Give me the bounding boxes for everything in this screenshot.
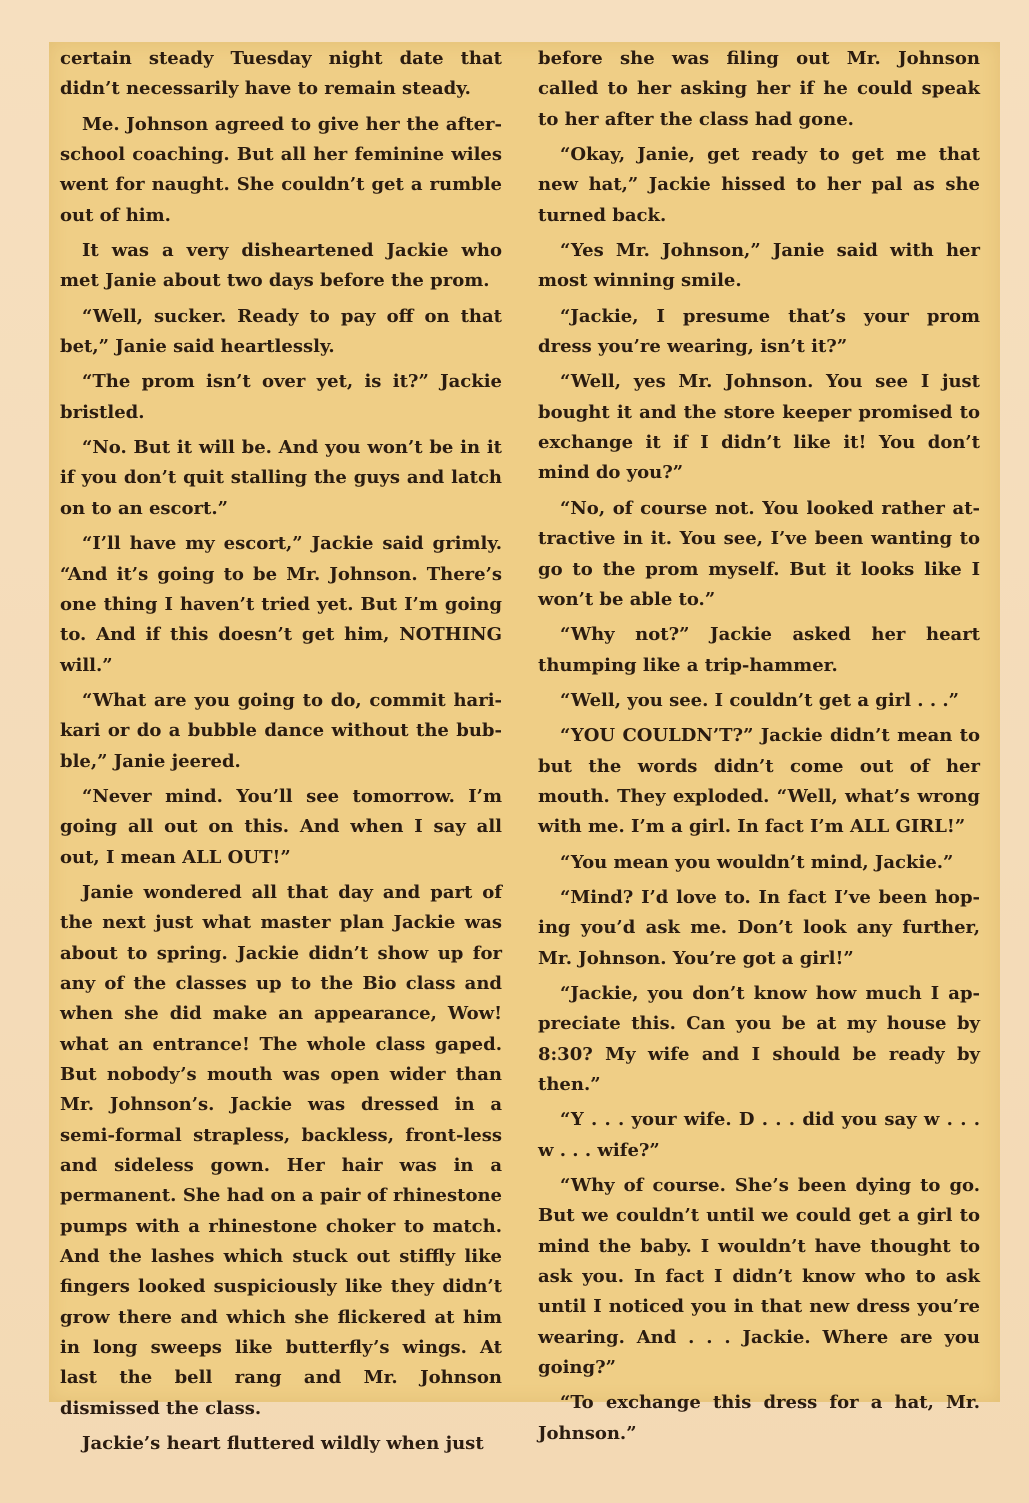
paragraph: “No. But it will be. And you won’t be in it if you don’t quit stalling the guys and latch on to an escort.” [60, 437, 502, 519]
paragraph: “Never mind. You’ll see tomorrow. I’m going all out on this. And when I say all out, I mean ALL OUT!” [60, 785, 502, 868]
paragraph: “Okay, Janie, get ready to get me that new hat,” Jackie hissed to her pal as she turned back. [538, 144, 980, 226]
paragraph: certain steady Tuesday night date that didn’t necessarily have to remain steady. [60, 48, 502, 100]
paragraph: “Yes Mr. Johnson,” Janie said with her most winning smile. [538, 240, 980, 292]
paragraph: “Mind? I’d love to. In fact I’ve been hop-ing you’d ask me. Don’t look any further, Mr. Johnson. You’re got a girl!” [538, 886, 980, 969]
paragraph: “What are you going to do, commit hari-kari or do a bubble dance without the bub-ble,” Janie jeered. [60, 689, 502, 772]
paragraph: “Why not?” Jackie asked her heart thumping like a trip-hammer. [538, 624, 980, 676]
paragraph: “Well, sucker. Ready to pay off on that bet,” Janie said heartlessly. [60, 305, 502, 358]
paragraph: It was a very disheartened Jackie who met Janie about two days before the prom. [60, 240, 502, 292]
paragraph: “The prom isn’t over yet, is it?” Jackie bristled. [60, 371, 502, 423]
paragraph: “Jackie, you don’t know how much I ap-preciate this. Can you be at my house by 8:30? My wife and I should be ready by then.” [538, 982, 980, 1095]
paragraph: Me. Johnson agreed to give her the after-school coaching. But all her feminine wiles went for naught. She couldn’t get a rumble out of him. [60, 113, 502, 226]
paragraph: “YOU COULDN’T?” Jackie didn’t mean to but the words didn’t come out of her mouth. They exploded. “Well, what’s wrong with me. I’m a girl. In fact I’m ALL GIRL!” [538, 725, 980, 838]
paragraph: “Well, yes Mr. Johnson. You see I just bought it and the store keeper promised to exchange it if I didn’t like it! You don’t mind do you?” [538, 371, 980, 484]
paragraph: before she was filing out Mr. Johnson called to her asking her if he could speak to her after the class had gone. [538, 48, 980, 130]
paragraph: Janie wondered all that day and part of the next just what master plan Jackie was about to spring. Jackie didn’t show up for any of the classes up to the Bio class and when she did make an appearance, Wow! what an entrance! The whole class gaped. But nobody’s mouth was open wider than Mr. Johnson’s. Jackie was dressed in a semi-formal strapless, backless, front-less and sideless gown. Her hair was in a permanent. She had on a pair of rhinestone pumps with a rhinestone choker to match. And the lashes which stuck out stiffly like fingers looked suspiciously like they didn’t grow there and which she flickered at him in long sweeps like butterfly’s wings. At last the bell rang and Mr. Johnson dismissed the class. [60, 881, 502, 1419]
paragraph: “Y . . . your wife. D . . . did you say w . . . w . . . wife?” [538, 1109, 980, 1161]
paragraph: “Jackie, I presume that’s your prom dress you’re wearing, isn’t it?” [538, 305, 980, 358]
right-text-column [538, 44, 980, 1454]
paragraph: “No, of course not. You looked rather at-tractive in it. You see, I’ve been wanting to go to the prom myself. But it looks like I won’t be able to.” [538, 497, 980, 610]
paragraph: “I’ll have my escort,” Jackie said grimly. “And it’s going to be Mr. Johnson. There’s one thing I haven’t tried yet. But I’m going to. And if this doesn’t get him, NOTHING will.” [60, 533, 502, 676]
left-text-column [60, 44, 502, 1464]
paragraph: Jackie’s heart fluttered wildly when just [82, 1433, 484, 1455]
paragraph: “Why of course. She’s been dying to go. But we couldn’t until we could get a girl to mind the baby. I wouldn’t have thought to ask you. In fact I didn’t know who to ask until I noticed you in that new dress you’re wearing. And . . . Jackie. Where are you going?” [538, 1175, 980, 1379]
paragraph: “You mean you wouldn’t mind, Jackie.” [560, 851, 954, 873]
paragraph: “To exchange this dress for a hat, Mr. Johnson.” [538, 1392, 980, 1444]
paragraph: “Well, you see. I couldn’t get a girl . . .” [560, 689, 959, 711]
